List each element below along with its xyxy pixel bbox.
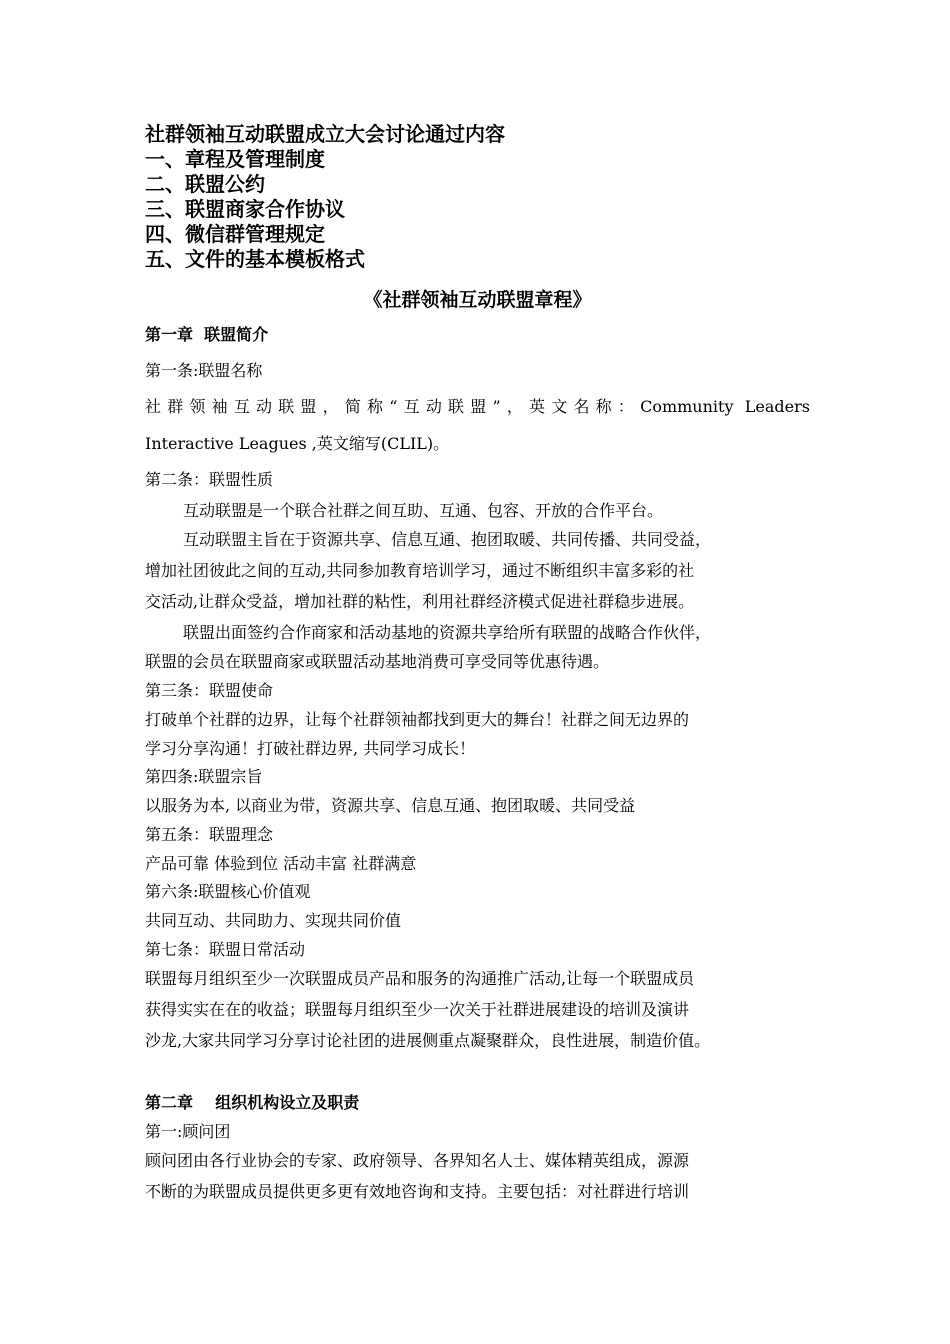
article-heading: 第四条:联盟宗旨 <box>145 767 263 786</box>
intro-item: 四、微信群管理规定 <box>145 222 325 246</box>
chapter-heading: 第一章 联盟简介 <box>145 325 269 344</box>
article-heading: 第七条：联盟日常活动 <box>145 940 306 959</box>
intro-block <box>145 122 810 272</box>
intro-title: 社群领袖互动联盟成立大会讨论通过内容 <box>145 122 505 146</box>
intro-item: 二、联盟公约 <box>145 172 265 196</box>
article-heading: 第一条:联盟名称 <box>145 361 263 380</box>
intro-item: 五、文件的基本模板格式 <box>145 247 365 271</box>
paragraph-line: 增加社团彼此之间的互动,共同参加教育培训学习，通过不断组织丰富多彩的社 <box>145 561 695 580</box>
document-title: 《社群领袖互动联盟章程》 <box>363 289 592 311</box>
paragraph-line: 交活动,让群众受益，增加社群的粘性，利用社群经济模式促进社群稳步进展。 <box>145 592 695 611</box>
paragraph-line: 联盟的会员在联盟商家或联盟活动基地消费可享受同等优惠待遇。 <box>145 652 610 671</box>
intro-item: 一、章程及管理制度 <box>145 147 325 171</box>
article-heading: 第三条：联盟使命 <box>145 681 274 700</box>
paragraph-line: 以服务为本, 以商业为带，资源共享、信息互通、抱团取暖、共同受益 <box>145 796 636 815</box>
paragraph-line: 沙龙,大家共同学习分享讨论社团的进展侧重点凝聚群众，良性进展，制造价值。 <box>145 1031 711 1050</box>
paragraph-line: 联盟出面签约合作商家和活动基地的资源共享给所有联盟的战略合作伙伴， <box>183 623 712 642</box>
article-heading: 第一:顾问团 <box>145 1122 231 1141</box>
paragraph-line: 互动联盟主旨在于资源共享、信息互通、抱团取暖、共同传播、共同受益， <box>183 530 712 549</box>
intro-item: 三、联盟商家合作协议 <box>145 197 345 221</box>
article-heading: 第五条：联盟理念 <box>145 825 274 844</box>
paragraph-line: 顾问团由各行业协会的专家、政府领导、各界知名人士、媒体精英组成，源源 <box>145 1151 690 1170</box>
paragraph-line: Interactive Leagues ,英文缩写(CLIL)。 <box>145 434 450 453</box>
paragraph-line: 不断的为联盟成员提供更多更有效地咨询和支持。主要包括：对社群进行培训 <box>145 1182 690 1201</box>
article-heading: 第二条：联盟性质 <box>145 470 274 489</box>
chapter-heading: 第二章 组织机构设立及职责 <box>145 1093 360 1112</box>
paragraph-line: 社群领袖互动联盟，简称“互动联盟”，英文名称：Community Leaders <box>145 397 810 416</box>
paragraph-line: 学习分享沟通！打破社群边界, 共同学习成长！ <box>145 739 476 758</box>
paragraph-line: 获得实实在在的收益；联盟每月组织至少一次关于社群进展建设的培训及演讲 <box>145 1000 690 1019</box>
paragraph-line: 产品可靠 体验到位 活动丰富 社群满意 <box>145 854 417 873</box>
paragraph-line: 互动联盟是一个联合社群之间互助、互通、包容、开放的合作平台。 <box>183 501 664 520</box>
paragraph-line: 共同互动、共同助力、实现共同价值 <box>145 911 402 930</box>
paragraph-line: 联盟每月组织至少一次联盟成员产品和服务的沟通推广活动,让每一个联盟成员 <box>145 969 695 988</box>
paragraph-line: 打破单个社群的边界，让每个社群领袖都找到更大的舞台！社群之间无边界的 <box>145 710 690 729</box>
article-heading: 第六条:联盟核心价值观 <box>145 882 311 901</box>
